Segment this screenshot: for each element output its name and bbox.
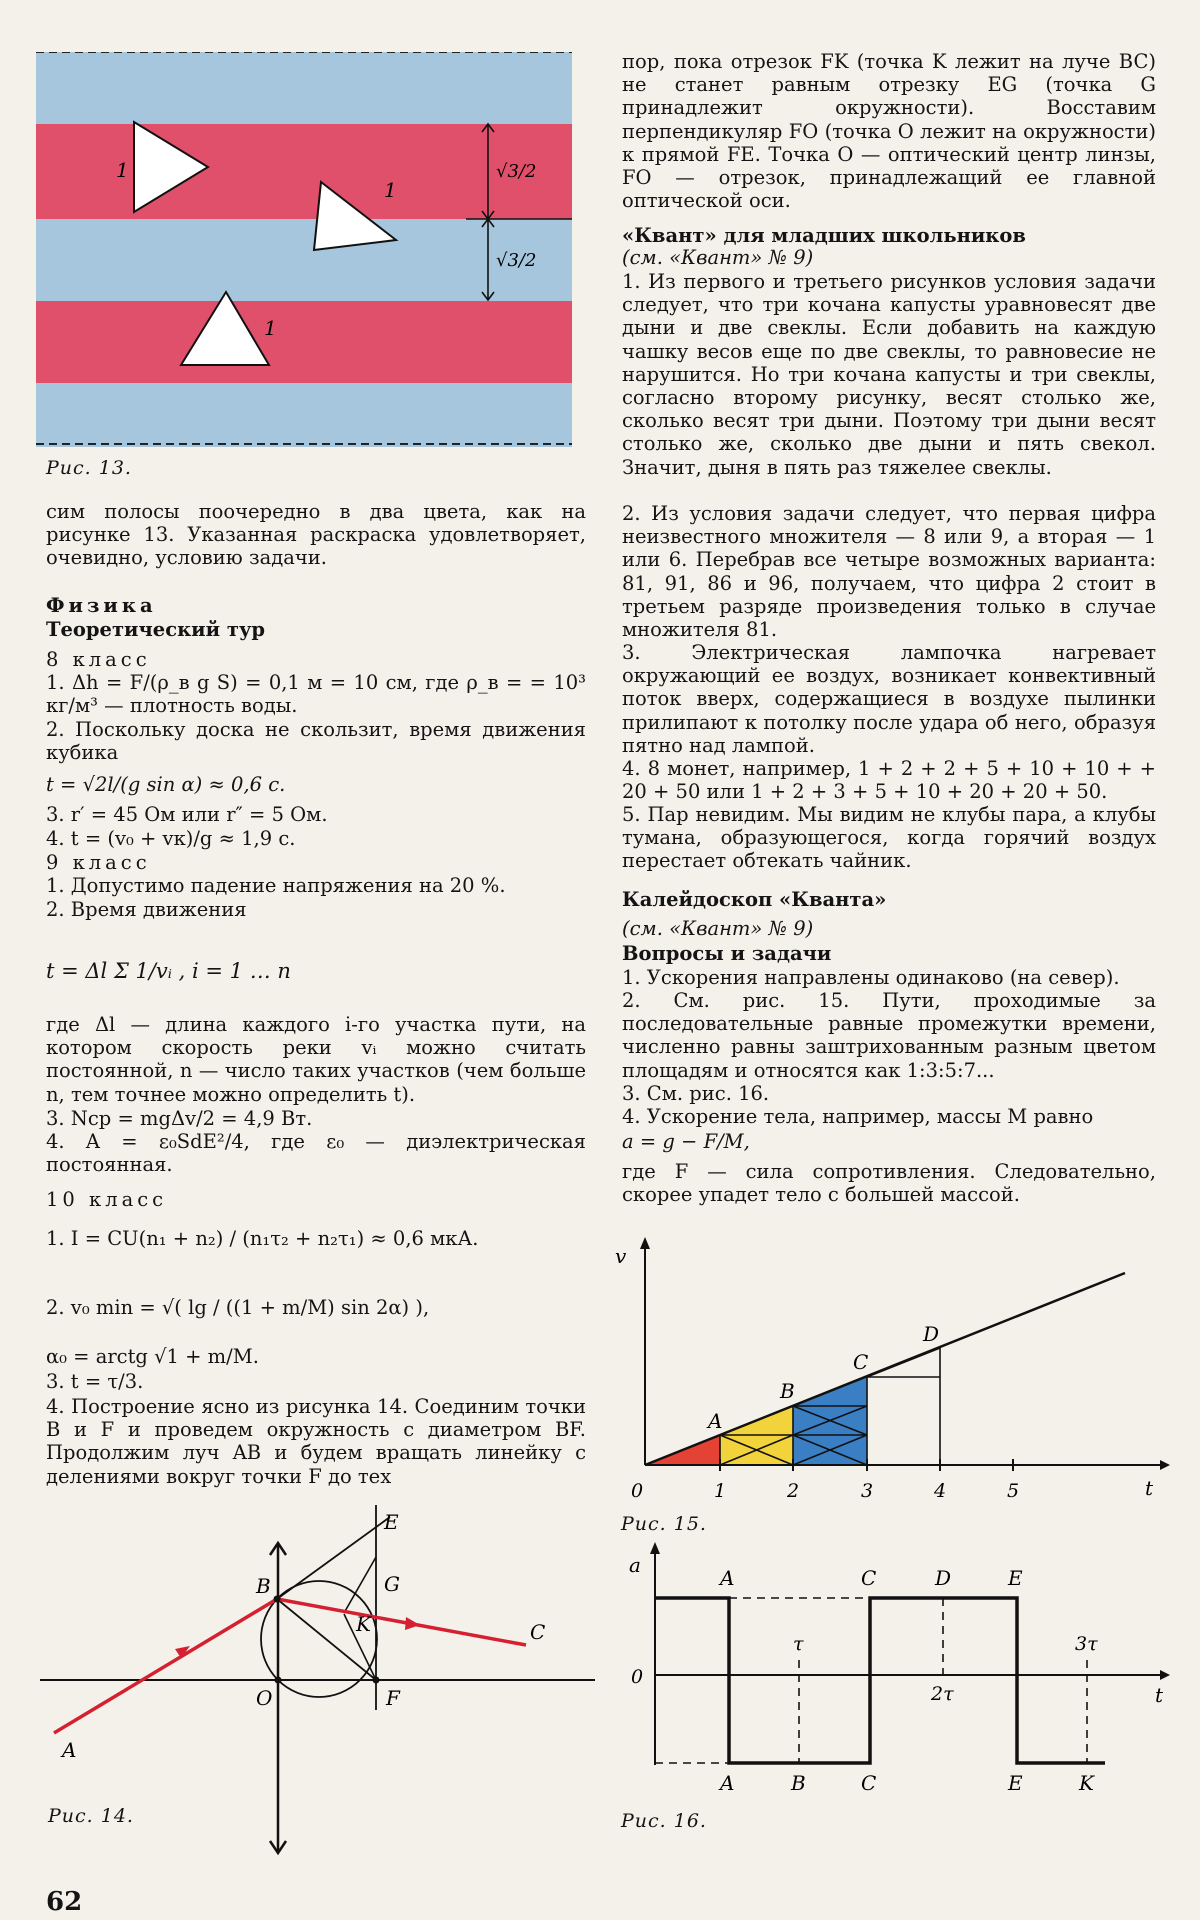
point-A-label: A bbox=[708, 1409, 723, 1433]
fig15-caption: Рис. 15. bbox=[621, 1513, 707, 1535]
page-number: 62 bbox=[46, 1887, 83, 1917]
g9-item-4: 4. A = ε₀SdE²/4, где ε₀ — диэлектрическая постоянная. bbox=[46, 1130, 586, 1177]
label-K: K bbox=[356, 1612, 371, 1636]
tick-1: 1 bbox=[714, 1480, 727, 1502]
t-axis-arrow bbox=[1160, 1670, 1170, 1680]
bottom-label-B: B bbox=[791, 1771, 806, 1795]
line-BE bbox=[277, 1517, 390, 1599]
label-A: A bbox=[62, 1738, 77, 1762]
kvant-item-3: 3. Электрическая лампочка нагревает окружающий ее воздух, возникает конвективный поток вверх, содержащиеся в воздухе пылинки прилипают к потолку после удара об него, образуя пятно над лампой. bbox=[622, 641, 1156, 757]
top-label-D: D bbox=[935, 1566, 952, 1590]
top-label-E: E bbox=[1008, 1566, 1023, 1590]
tau-label: τ bbox=[793, 1633, 804, 1655]
stripe-blue-1 bbox=[36, 52, 572, 124]
line-GK bbox=[344, 1557, 376, 1613]
g8-item-1: 1. Δh = F/(ρ_в g S) = 0,1 м = 10 см, где ρ_в = = 10³ кг/м³ — плотность воды. bbox=[46, 671, 586, 718]
right-continuation: пор, пока отрезок FK (точка K лежит на луче BC) не станет равным отрезку EG (точка G принадлежит окружности). Восставим перпендикуляр FO (точка O лежит на окружности) к прямой FE. Точка O — оптический центр линзы, FO — отрезок, принадлежащий ее главной оптической оси. bbox=[622, 50, 1156, 213]
intro-text: сим полосы поочередно в два цвета, как на рисунке 13. Указанная раскраска удовлетворяет, очевидно, условию задачи. bbox=[46, 500, 586, 570]
g8-formula-2: t = √2l/(g sin α) ≈ 0,6 с. bbox=[46, 773, 286, 796]
figure-15 bbox=[615, 1235, 1175, 1535]
bottom-label-E: E bbox=[1008, 1771, 1023, 1795]
label-C: C bbox=[530, 1620, 546, 1644]
fig14-caption: Рис. 14. bbox=[48, 1805, 134, 1827]
kvant-item-5: 5. Пар невидим. Мы видим не клубы пара, а клубы тумана, образующегося, когда горячий воздух перестает обтекать чайник. bbox=[622, 803, 1156, 873]
g10-item-2b: α₀ = arctg √1 + m/M. bbox=[46, 1345, 259, 1368]
qa-formula-4: a = g − F/M, bbox=[622, 1130, 750, 1153]
v-axis-arrow bbox=[640, 1237, 650, 1249]
physics-heading: Физика bbox=[46, 594, 157, 617]
kvant-ref: (см. «Квант» № 9) bbox=[622, 246, 814, 269]
qa-item-4-text: где F — сила сопротивления. Следовательно, скорее упадет тело с большей массой. bbox=[622, 1160, 1156, 1207]
figure-13 bbox=[36, 52, 584, 479]
qa-heading: Вопросы и задачи bbox=[622, 942, 832, 965]
zero-label: 0 bbox=[631, 1666, 644, 1688]
ray-AB bbox=[54, 1599, 277, 1733]
label-E: E bbox=[384, 1510, 399, 1534]
figure-16 bbox=[615, 1540, 1175, 1840]
grade10-heading: 10 класс bbox=[46, 1188, 168, 1211]
g9-item-2-text: где Δl — длина каждого i-го участка пути, на котором скорость реки vᵢ можно считать постоянной, n — число таких участков (чем больше n, тем точнее можно определить t). bbox=[46, 1013, 586, 1106]
stripe-red-2 bbox=[36, 301, 572, 383]
qa-item-2: 2. См. рис. 15. Пути, проходимые за последовательные равные промежутки времени, численно равны заштрихованным разным цветом площадям и относятся как 1:3:5:7... bbox=[622, 989, 1156, 1082]
grade8-heading: 8 класс bbox=[46, 648, 151, 671]
axis-v-label: v bbox=[615, 1244, 627, 1268]
fig13-caption: Рис. 13. bbox=[46, 457, 132, 479]
acceleration-graph bbox=[655, 1598, 1105, 1763]
ray-BC bbox=[277, 1599, 526, 1645]
grade9-heading: 9 класс bbox=[46, 851, 151, 874]
top-label-A: A bbox=[720, 1566, 735, 1590]
point-O bbox=[275, 1677, 282, 1684]
g10-item-4: 4. Построение ясно из рисунка 14. Соединим точки B и F и проведем окружность с диаметром BF. Продолжим луч AB и будем вращать линейку с делениями вокруг точки F до тех bbox=[46, 1395, 586, 1488]
triangle-label-3: 1 bbox=[264, 316, 277, 340]
tick-5: 5 bbox=[1007, 1480, 1020, 1502]
kvant-item-2: 2. Из условия задачи следует, что первая цифра неизвестного множителя — 8 или 9, а вторая — 1 или 6. Перебрав все четыре возможных варианта: 81, 91, 86 и 96, получаем, что цифра 2 стоит в третьем разряде произведения только в случае множителя 81. bbox=[622, 502, 1156, 642]
point-B-label: B bbox=[780, 1379, 795, 1403]
label-F: F bbox=[386, 1686, 400, 1710]
g9-item-2: 2. Время движения bbox=[46, 898, 247, 921]
kvant-item-1: 1. Из первого и третьего рисунков условия задачи следует, что три кочана капусты уравновесят две дыни и две свеклы. Если добавить на каждую чашку весов еще по две свеклы, то равновесие не нарушится. Но три кочана капусты и три свеклы, согласно второму рисунку, весят столько же, сколько весят три дыни. Поэтому три дыни весят столько же, сколько две дыни и пять свекол. Значит, дыня в пять раз тяжелее свеклы. bbox=[622, 270, 1156, 479]
label-B: B bbox=[256, 1574, 271, 1598]
t-axis-arrow bbox=[1160, 1460, 1170, 1470]
g9-formula-2: t = Δl Σ 1/vᵢ , i = 1 … n bbox=[46, 959, 291, 983]
fig15-chart bbox=[615, 1235, 1175, 1535]
point-B bbox=[274, 1596, 281, 1603]
qa-item-3: 3. См. рис. 16. bbox=[622, 1082, 770, 1105]
g8-item-4: 4. t = (v₀ + vк)/g ≈ 1,9 с. bbox=[46, 827, 296, 850]
g10-item-1: 1. I = CU(n₁ + n₂) / (n₁τ₂ + n₂τ₁) ≈ 0,6 мкА. bbox=[46, 1227, 479, 1250]
axis-t-label: t bbox=[1145, 1476, 1154, 1500]
theory-heading: Теоретический тур bbox=[46, 618, 266, 641]
tick-2: 2 bbox=[787, 1480, 800, 1502]
top-label-C: C bbox=[861, 1566, 877, 1590]
stripe-blue-2 bbox=[36, 219, 572, 301]
qa-item-4: 4. Ускорение тела, например, массы M равно bbox=[622, 1105, 1094, 1128]
g8-item-3: 3. r′ = 45 Ом или r″ = 5 Ом. bbox=[46, 803, 328, 826]
qa-item-1: 1. Ускорения направлены одинаково (на север). bbox=[622, 966, 1120, 989]
v-t-line bbox=[645, 1273, 1125, 1465]
two-tau-label: 2τ bbox=[931, 1683, 954, 1705]
g9-item-3: 3. Nср = mgΔv/2 = 4,9 Вт. bbox=[46, 1107, 313, 1130]
g10-item-3: 3. t = τ/3. bbox=[46, 1370, 144, 1393]
fig16-caption: Рис. 16. bbox=[621, 1810, 707, 1832]
fig16-chart bbox=[615, 1540, 1175, 1840]
axis-a-label: a bbox=[629, 1553, 641, 1577]
point-C-label: C bbox=[853, 1350, 869, 1374]
triangle-label-1: 1 bbox=[116, 158, 129, 182]
g8-item-2: 2. Поскольку доска не скользит, время движения кубика bbox=[46, 718, 586, 765]
point-D-label: D bbox=[923, 1322, 940, 1346]
bottom-label-A: A bbox=[720, 1771, 735, 1795]
a-axis-arrow bbox=[650, 1542, 660, 1554]
kaleido-heading: Калейдоскоп «Кванта» bbox=[622, 888, 887, 911]
g10-item-2: 2. v₀ min = √( lg / ((1 + m/M) sin 2α) ), bbox=[46, 1296, 430, 1319]
figure-14 bbox=[40, 1505, 600, 1875]
dim-label-1: √3/2 bbox=[496, 161, 537, 182]
three-tau-label: 3τ bbox=[1075, 1633, 1098, 1655]
g9-item-1: 1. Допустимо падение напряжения на 20 %. bbox=[46, 874, 506, 897]
tick-3: 3 bbox=[861, 1480, 874, 1502]
fig13-stripes bbox=[36, 52, 584, 447]
kvant-heading: «Квант» для младших школьников bbox=[622, 224, 1026, 247]
stripe-blue-3 bbox=[36, 383, 572, 447]
tick-0: 0 bbox=[631, 1480, 644, 1502]
tick-4: 4 bbox=[934, 1480, 947, 1502]
bottom-label-C: C bbox=[861, 1771, 877, 1795]
point-F bbox=[373, 1677, 380, 1684]
kaleido-ref: (см. «Квант» № 9) bbox=[622, 917, 814, 940]
bottom-label-K: K bbox=[1079, 1771, 1094, 1795]
dim-label-2: √3/2 bbox=[496, 250, 537, 271]
kvant-item-4: 4. 8 монет, например, 1 + 2 + 2 + 5 + 10 + 10 + + 20 + 50 или 1 + 2 + 3 + 5 + 10 + 20 + 20 + 50. bbox=[622, 757, 1156, 804]
triangle-label-2: 1 bbox=[384, 178, 397, 202]
label-O: O bbox=[256, 1686, 273, 1710]
label-G: G bbox=[384, 1572, 400, 1596]
axis-t-label: t bbox=[1155, 1683, 1164, 1707]
